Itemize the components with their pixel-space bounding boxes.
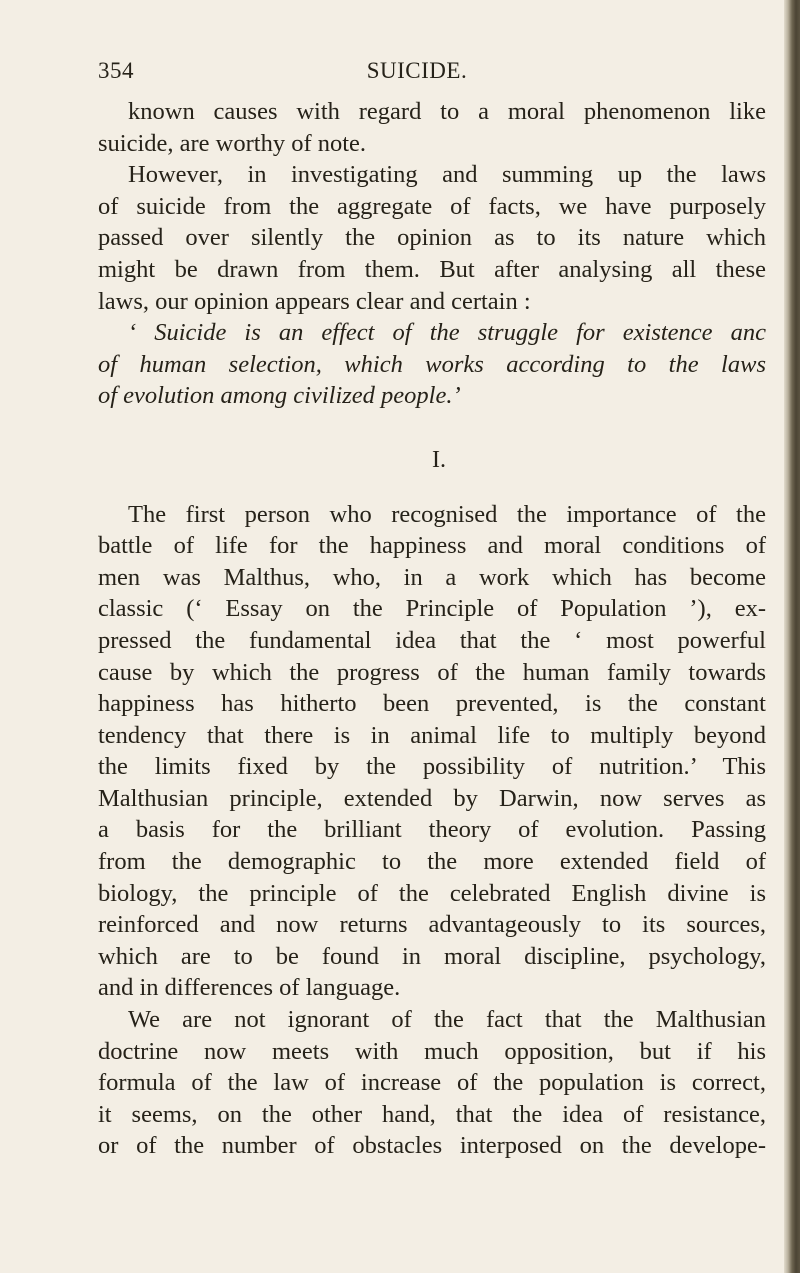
text-line: doctrine now meets with much opposition, but if his [98, 1037, 766, 1065]
text-line: laws, our opinion appears clear and certain : [98, 287, 531, 315]
page-header [98, 58, 766, 90]
text-line: happiness has hitherto been prevented, is the constant [98, 690, 766, 718]
quoted-thesis-paragraph [98, 317, 766, 412]
text-after-section [98, 499, 766, 1162]
text-before-section [98, 96, 766, 412]
text-line: known causes with regard to a moral phenomenon like [128, 98, 766, 125]
text-line: which are to be found in moral discipline, psychology, [98, 942, 766, 970]
text-line: the limits fixed by the possibility of nutrition.’ This [98, 753, 766, 781]
text-line: formula of the law of increase of the population is correct, [98, 1069, 766, 1097]
page-number: 354 [98, 58, 134, 83]
text-line: The first person who recognised the importance of the [128, 500, 766, 528]
text-line: biology, the principle of the celebrated English divine is [98, 879, 766, 907]
page-gutter-edge [784, 0, 800, 1273]
text-line: However, in investigating and summing up the laws [128, 161, 766, 189]
text-line: or of the number of obstacles interposed on the develope- [98, 1132, 766, 1160]
text-line: Malthusian principle, extended by Darwin, now serves as [98, 784, 766, 812]
text-line: of suicide from the aggregate of facts, we have purposely [98, 192, 766, 220]
body-text [98, 96, 766, 1162]
text-line: and in differences of language. [98, 974, 401, 1002]
text-line: a basis for the brilliant theory of evolution. Passing [98, 816, 766, 844]
text-line: battle of life for the happiness and moral conditions of [98, 532, 766, 560]
text-line: might be drawn from them. But after analysing all these [98, 255, 766, 283]
text-line: classic (‘ Essay on the Principle of Population ’), ex- [98, 595, 766, 623]
text-line: of evolution among civilized people.’ [98, 382, 461, 410]
text-line: suicide, are worthy of note. [98, 129, 367, 157]
text-line: men was Malthus, who, in a work which has become [98, 563, 766, 591]
section-heading: I. [432, 446, 446, 473]
text-line: from the demographic to the more extended field of [98, 848, 766, 876]
text-line: it seems, on the other hand, that the idea of resistance, [98, 1100, 766, 1128]
running-head: SUICIDE. [366, 58, 468, 83]
text-line: pressed the fundamental idea that the ‘ most powerful [98, 626, 766, 654]
text-line: passed over silently the opinion as to its nature which [98, 224, 766, 252]
paragraph [98, 499, 766, 1005]
text-line: reinforced and now returns advantageously to its sources, [98, 911, 766, 939]
text-line: We are not ignorant of the fact that the Malthusian [128, 1006, 766, 1034]
text-line: tendency that there is in animal life to multiply beyond [98, 721, 766, 749]
text-line: of human selection, which works according to the laws [98, 350, 766, 378]
paragraph [98, 1004, 766, 1162]
text-line: ‘ Suicide is an effect of the struggle for existence anc [128, 319, 766, 347]
paragraph [98, 96, 766, 159]
paragraph [98, 159, 766, 317]
text-line: cause by which the progress of the human family towards [98, 658, 766, 686]
